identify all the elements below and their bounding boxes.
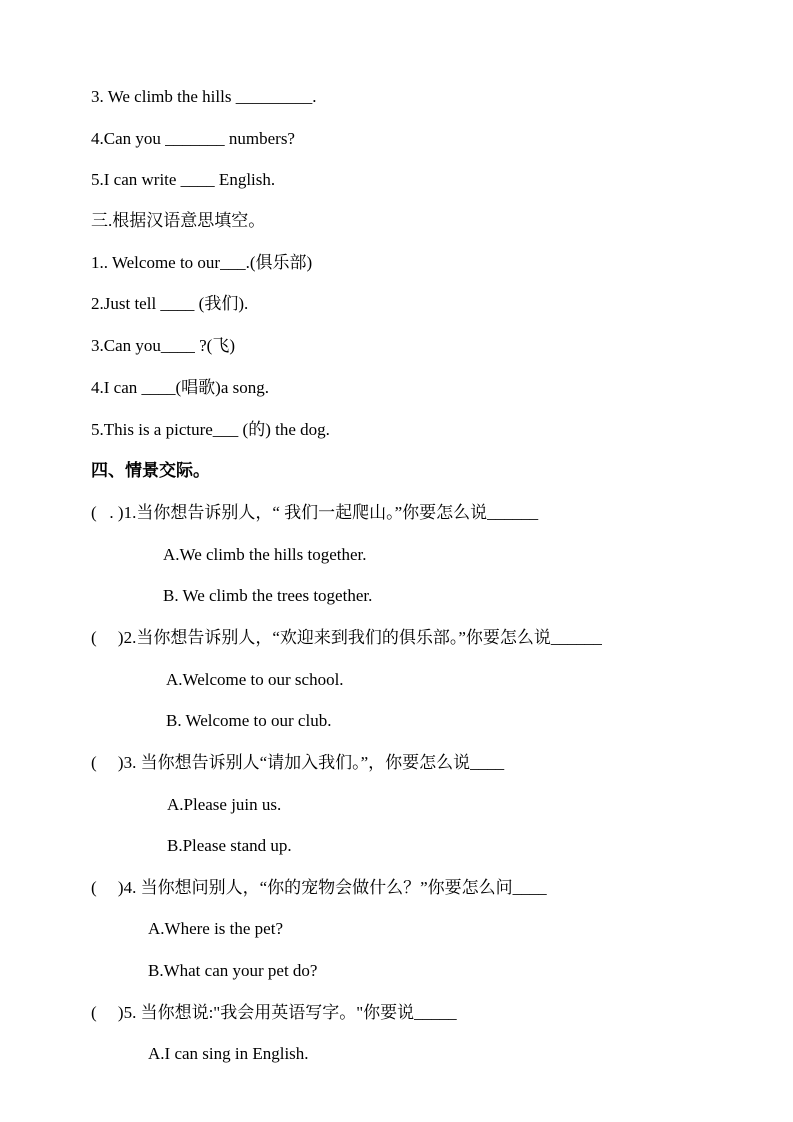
dialogue-option-2b: B. Welcome to our club. bbox=[166, 711, 332, 730]
dialogue-option-3a: A.Please juin us. bbox=[167, 795, 282, 814]
dialogue-question-5: ( )5. 当你想说:"我会用英语写字。"你要说_____ bbox=[91, 1003, 457, 1022]
dialogue-option-1a: A.We climb the hills together. bbox=[163, 545, 367, 564]
translation-item-1: 1.. Welcome to our___.(俱乐部) bbox=[91, 253, 313, 272]
dialogue-question-1: ( . )1.当你想告诉别人，“ 我们一起爬山。”你要怎么说______ bbox=[91, 503, 539, 522]
dialogue-question-4: ( )4. 当你想问别人，“你的宠物会做什么？”你要怎么问____ bbox=[91, 878, 547, 897]
section-3-heading: 三.根据汉语意思填空。 bbox=[91, 211, 266, 230]
fill-in-item-4: 4.Can you _______ numbers? bbox=[91, 129, 295, 148]
fill-in-item-5: 5.I can write ____ English. bbox=[91, 170, 276, 189]
dialogue-question-3: ( )3. 当你想告诉别人“请加入我们。”，你要怎么说____ bbox=[91, 753, 505, 772]
dialogue-option-4b: B.What can your pet do? bbox=[148, 961, 318, 980]
section-4-heading: 四、情景交际。 bbox=[91, 461, 210, 480]
dialogue-option-4a: A.Where is the pet? bbox=[148, 919, 283, 938]
translation-item-4: 4.I can ____(唱歌)a song. bbox=[91, 378, 269, 397]
dialogue-option-1b: B. We climb the trees together. bbox=[163, 586, 373, 605]
fill-in-item-3: 3. We climb the hills _________. bbox=[91, 87, 317, 106]
translation-item-2: 2.Just tell ____ (我们). bbox=[91, 294, 249, 313]
translation-item-5: 5.This is a picture___ (的) the dog. bbox=[91, 420, 330, 439]
dialogue-option-2a: A.Welcome to our school. bbox=[166, 670, 344, 689]
dialogue-option-5a: A.I can sing in English. bbox=[148, 1044, 309, 1063]
dialogue-option-3b: B.Please stand up. bbox=[167, 836, 292, 855]
translation-item-3: 3.Can you____ ?(飞) bbox=[91, 336, 236, 355]
dialogue-question-2: ( )2.当你想告诉别人，“欢迎来到我们的俱乐部。”你要怎么说______ bbox=[91, 628, 602, 647]
